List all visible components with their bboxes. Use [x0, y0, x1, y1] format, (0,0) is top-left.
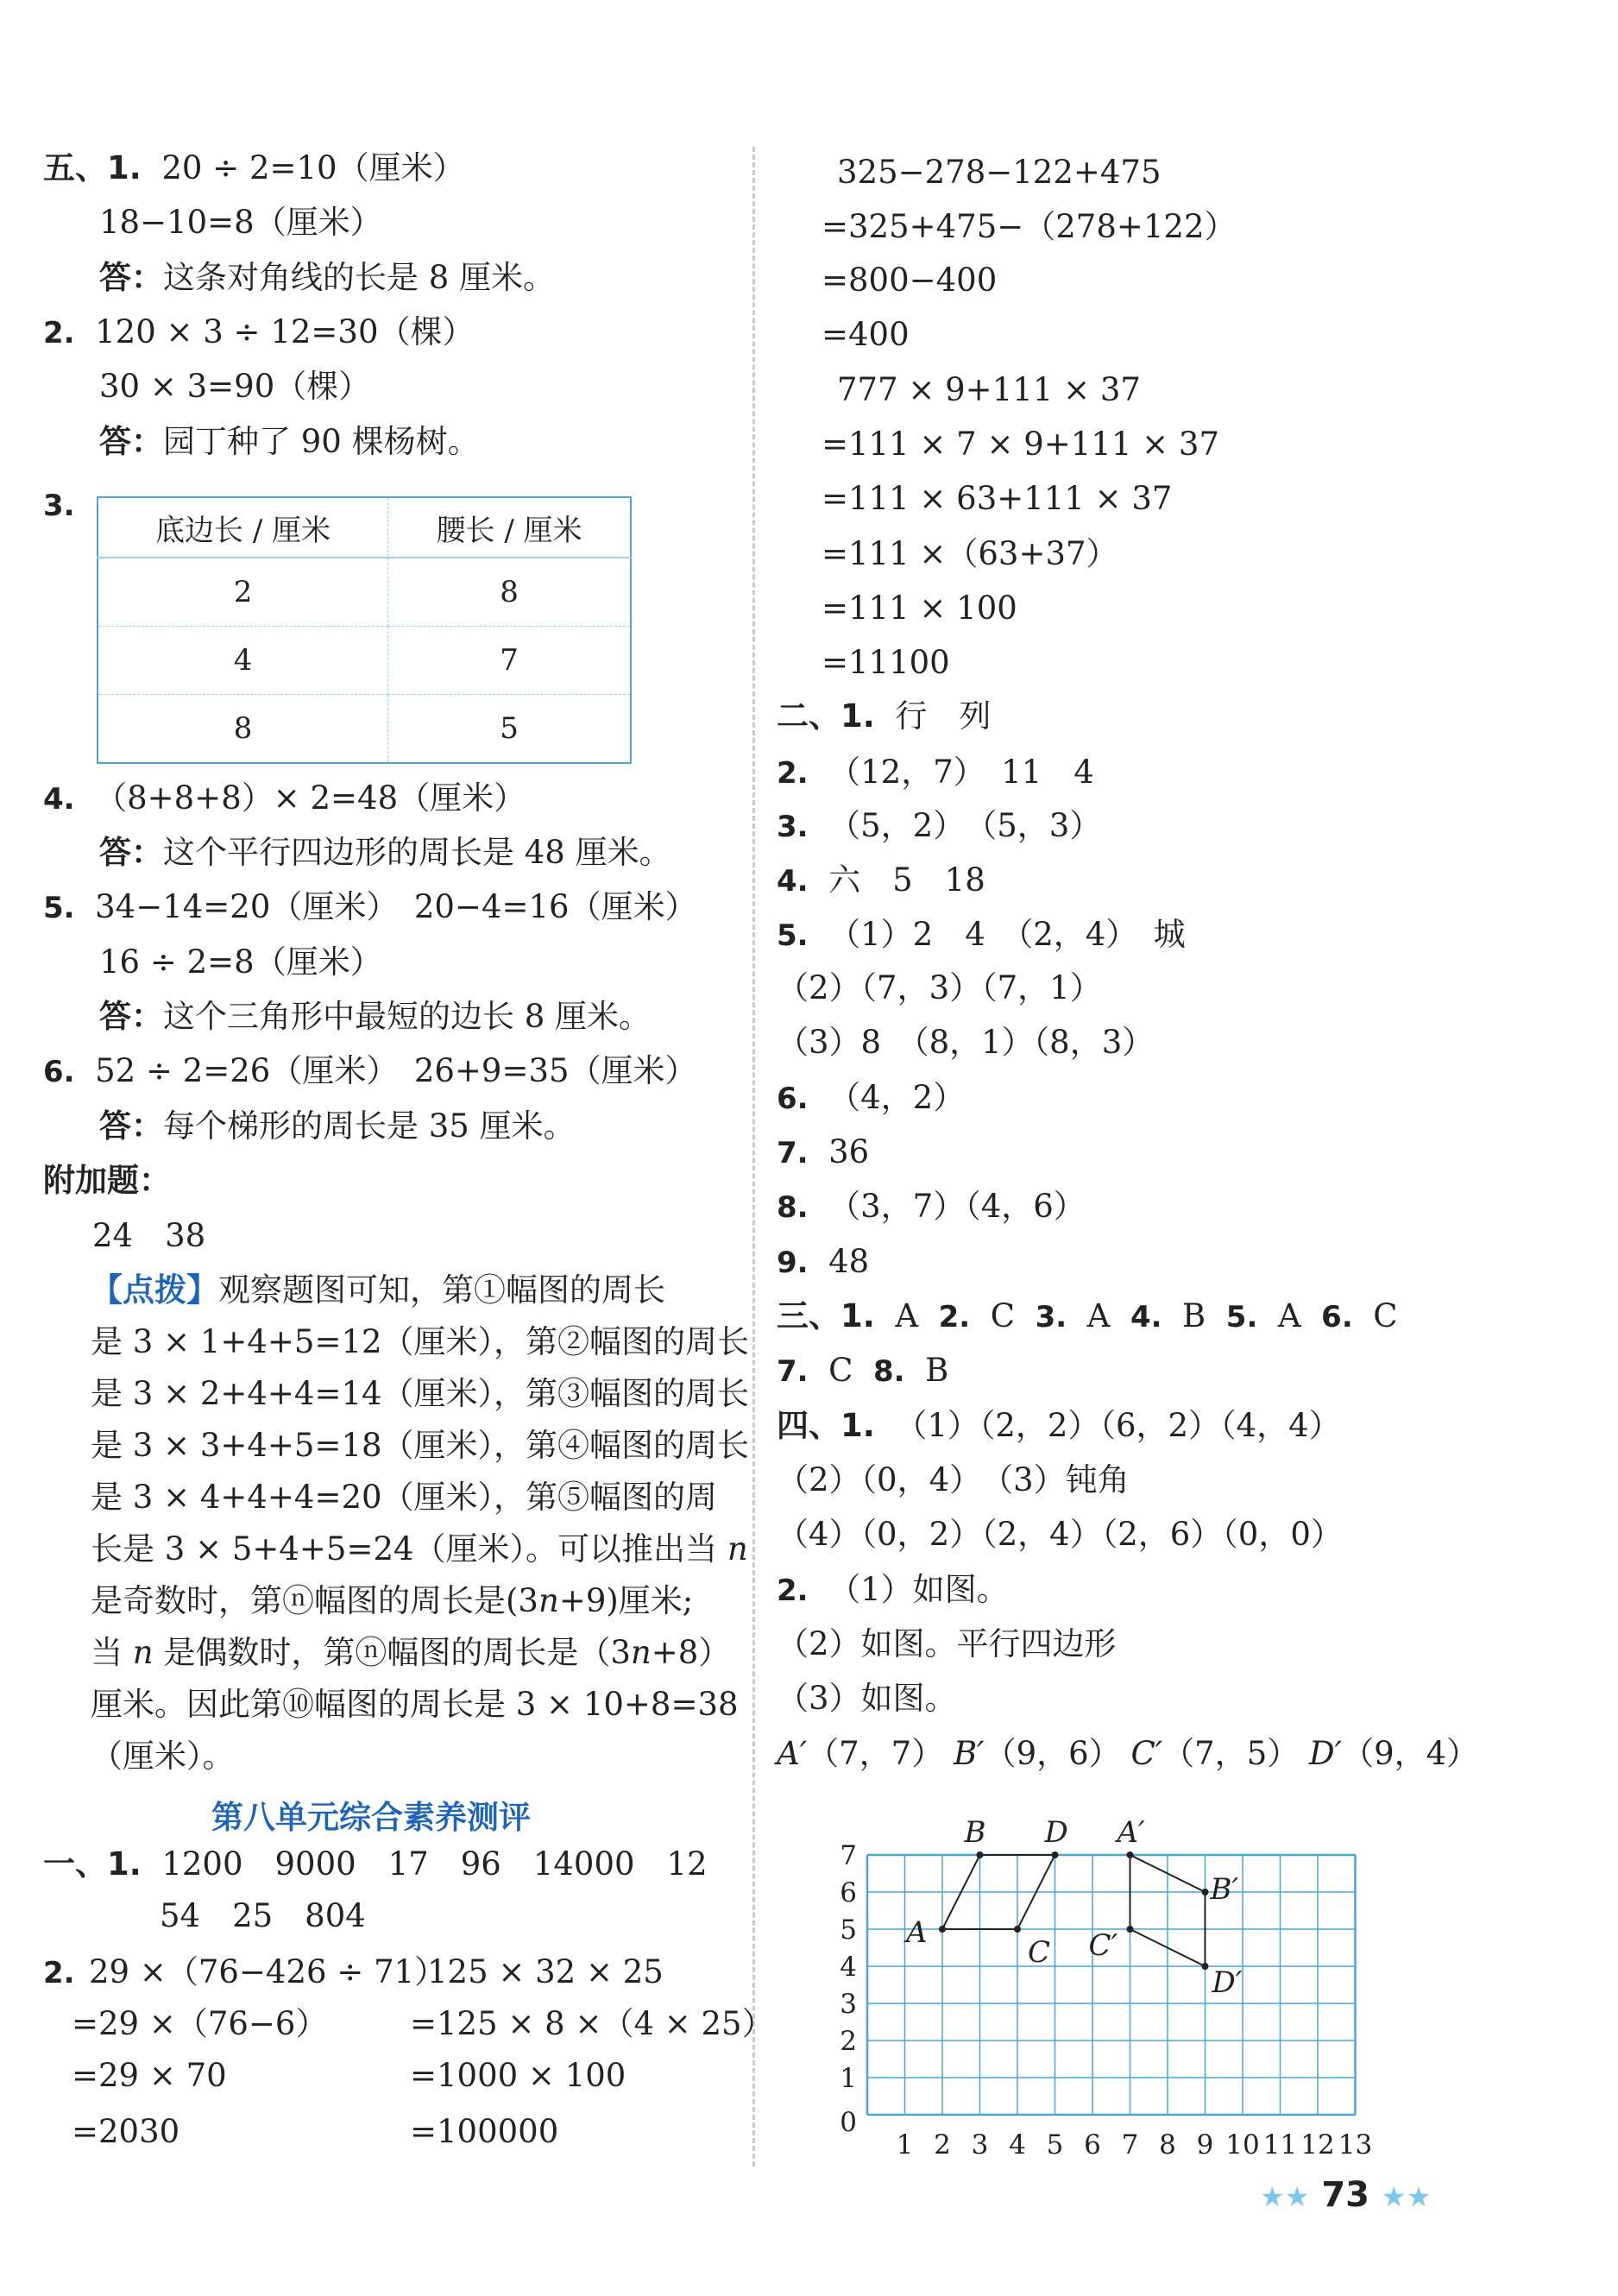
- q-number: 5.: [1225, 1300, 1258, 1334]
- answer-label: 答：: [99, 834, 163, 871]
- s2-5-answer: （1）2 4 （2，4） 城: [828, 916, 1186, 953]
- answer-label: 答：: [99, 259, 163, 296]
- s4-2-answer-3: （3）如图。: [777, 1680, 957, 1717]
- s2-line6: [777, 1076, 965, 1120]
- choice-answer: B: [925, 1352, 949, 1389]
- x-tick-label: 3: [971, 2129, 989, 2160]
- hint-line-2: 是 3 × 1+4+5=12（厘米），第②幅图的周长: [91, 1323, 750, 1360]
- point-coord: （9，4）: [1342, 1735, 1479, 1772]
- q5-6-answer: [99, 1105, 576, 1148]
- point-label: B′: [953, 1735, 985, 1772]
- q5-2-answer: [99, 420, 480, 464]
- s3-line2: [777, 1349, 948, 1392]
- y-tick-labels: [840, 1840, 857, 2138]
- q-number: 6.: [777, 1082, 809, 1116]
- answer-text: 园丁种了 90 棵杨树。: [163, 423, 480, 460]
- point-marker: [1014, 1926, 1021, 1933]
- calc-b-2: =125 × 8 ×（4 × 25）: [410, 2005, 774, 2042]
- s1-answers: 1200 9000 17 96 14000 12: [161, 1845, 708, 1883]
- table-cell: 8: [98, 695, 388, 764]
- q5-2-eq2: 30 × 3=90（棵）: [99, 368, 371, 405]
- q-number: 2.: [777, 756, 809, 791]
- section-four-label: 四、1.: [777, 1407, 875, 1444]
- q5-5-answer: [99, 995, 651, 1038]
- s2-line3: [777, 804, 1101, 848]
- s2-4-answer: 六 5 18: [828, 861, 985, 899]
- y-tick-label: 5: [840, 1914, 857, 1946]
- choice-answer: C: [828, 1352, 853, 1389]
- point-marker: [1127, 1926, 1134, 1933]
- extra-question-label: 附加题：: [43, 1162, 171, 1199]
- coords-line: [777, 1732, 1478, 1776]
- q-number: 5.: [43, 891, 75, 925]
- calc1-line4: =400: [822, 316, 910, 353]
- star-icon: ★★: [1260, 2180, 1310, 2213]
- calc1-line3: =800−400: [822, 262, 998, 299]
- calc-a-2: =29 ×（76−6）: [72, 2005, 328, 2042]
- q5-6-line1: [43, 1050, 697, 1093]
- calc2-line5: =111 × 100: [822, 590, 1017, 627]
- hint-text: +8）: [651, 1634, 731, 1671]
- y-tick-label: 0: [840, 2107, 857, 2138]
- table-cell: 4: [98, 627, 388, 695]
- s2-2-answer: （12，7） 11 4: [828, 754, 1094, 791]
- answer-label: 答：: [99, 1107, 163, 1145]
- variable-n: n: [630, 1634, 652, 1671]
- table-row: [98, 558, 631, 627]
- q5-1-answer: [99, 256, 555, 300]
- y-tick-label: 1: [840, 2063, 857, 2094]
- calc2-line2: =111 × 7 × 9+111 × 37: [822, 426, 1219, 463]
- y-tick-label: 7: [840, 1840, 857, 1871]
- q5-2-eq1: 120 × 3 ÷ 12=30（棵）: [95, 313, 475, 350]
- column-divider: [752, 147, 755, 2167]
- q-number: 3.: [777, 810, 809, 844]
- hint-line-10: （厘米）。: [91, 1738, 235, 1775]
- hint-text: 是奇数时，第ⓝ幅图的周长是(3: [91, 1582, 538, 1619]
- q-number: 7.: [777, 1354, 809, 1389]
- x-tick-label: 9: [1196, 2129, 1214, 2160]
- x-tick-label: 8: [1159, 2129, 1176, 2160]
- q-number: 3.: [43, 489, 75, 523]
- x-tick-label: 4: [1009, 2129, 1026, 2160]
- answer-label: 答：: [99, 423, 163, 460]
- answer-label: 答：: [99, 998, 163, 1035]
- hint-line-4: 是 3 × 3+4+5=18（厘米），第④幅图的周长: [91, 1427, 750, 1464]
- point-label: A: [906, 1915, 928, 1950]
- q5-4-answer: [99, 831, 671, 874]
- calc-a-3: =29 × 70: [72, 2057, 227, 2094]
- x-tick-label: 10: [1225, 2129, 1260, 2160]
- answer-text: 这条对角线的长是 8 厘米。: [163, 259, 556, 296]
- point-marker: [1202, 1963, 1209, 1970]
- q-number: 8.: [777, 1190, 809, 1225]
- unit-eight-title: 第八单元综合素养测评: [211, 1799, 531, 1836]
- point-label: C′: [1130, 1735, 1163, 1772]
- s4-line2: [777, 1568, 1009, 1612]
- q-number: 8.: [872, 1354, 905, 1389]
- q-number: 2.: [43, 1956, 75, 1990]
- section-one-label: 一、1.: [43, 1845, 142, 1883]
- table-cell: 7: [388, 627, 631, 695]
- s2-5-answer-2: （2）（7，3）（7，1）: [777, 969, 1102, 1006]
- q-number: 4.: [43, 782, 75, 817]
- grid-lines: [867, 1855, 1356, 2115]
- point-label: A′: [777, 1735, 808, 1772]
- q5-2-line1: [43, 311, 474, 354]
- x-tick-label: 12: [1300, 2129, 1335, 2160]
- choice-answer: C: [1373, 1297, 1398, 1334]
- s2-9-answer: 48: [828, 1243, 870, 1280]
- q-number: 5.: [777, 918, 809, 953]
- s2-line4: [777, 859, 985, 902]
- s2-number: [43, 1951, 75, 1994]
- hint-line-9: 厘米。因此第⑩幅图的周长是 3 × 10+8=38: [91, 1686, 739, 1723]
- answer-text: 每个梯形的周长是 35 厘米。: [163, 1107, 576, 1145]
- hint-text: 观察题图可知，第①幅图的周长: [218, 1271, 665, 1309]
- q5-1-line1: [43, 147, 465, 190]
- table-cell: 2: [98, 558, 388, 627]
- s2-8-answer: （3，7）（4，6）: [828, 1188, 1086, 1225]
- point-marker: [939, 1926, 946, 1933]
- q5-6-eq1: 52 ÷ 2=26（厘米） 26+9=35（厘米）: [95, 1052, 697, 1089]
- choice-answer: C: [990, 1297, 1016, 1334]
- x-tick-label: 5: [1046, 2129, 1064, 2160]
- point-label: B: [964, 1815, 986, 1850]
- page-number: 73: [1321, 2175, 1369, 2215]
- q-number: 7.: [777, 1136, 809, 1170]
- section-five-label: 五、1.: [43, 149, 142, 186]
- point-label: D′: [1212, 1965, 1243, 2000]
- x-tick-label: 7: [1121, 2129, 1139, 2160]
- coordinate-grid-chart: [828, 1808, 1432, 2171]
- hint-text: 长是 3 × 5+4+5=24（厘米）。可以推出当: [91, 1530, 718, 1567]
- variable-n: n: [727, 1530, 748, 1567]
- s2-3-answer: （5，2） （5，3）: [828, 807, 1102, 844]
- s2-line8: [777, 1185, 1086, 1228]
- q-number: 6.: [1321, 1300, 1353, 1334]
- s2-6-answer: （4，2）: [828, 1079, 966, 1116]
- table-header-row: [98, 497, 631, 558]
- s2-line9: [777, 1240, 869, 1284]
- star-icon: ★★: [1381, 2180, 1432, 2213]
- point-coord: （7，7）: [807, 1735, 944, 1772]
- page-footer: [1260, 2175, 1431, 2215]
- base-side-table: [97, 496, 632, 764]
- s2-line5: [777, 913, 1186, 956]
- s1-line1: [43, 1843, 708, 1886]
- calc2-line6: =11100: [822, 644, 950, 681]
- q5-4-eq1: （8+8+8）× 2=48（厘米）: [95, 779, 526, 817]
- choice-answer: A: [1086, 1297, 1111, 1334]
- s2-1-answer: 行 列: [895, 697, 992, 735]
- calc-a-4: =2030: [72, 2113, 180, 2150]
- q-number: 3.: [1035, 1300, 1067, 1334]
- hint-line-7: [91, 1580, 693, 1623]
- table-header: 底边长 / 厘米: [98, 497, 388, 558]
- s2-line1: [777, 695, 991, 738]
- x-tick-label: 13: [1338, 2129, 1373, 2160]
- point-marker: [977, 1851, 984, 1858]
- q-number: 2.: [43, 316, 75, 350]
- point-coord: （7，5）: [1162, 1735, 1300, 1772]
- point-label: C: [1028, 1935, 1051, 1970]
- hint-line-3: 是 3 × 2+4+4=14（厘米），第③幅图的周长: [91, 1375, 750, 1412]
- calc2-line4: =111 ×（63+37）: [822, 535, 1118, 572]
- q-number: 6.: [43, 1055, 75, 1089]
- table-cell: 5: [388, 695, 631, 764]
- section-three-label: 三、1.: [777, 1297, 875, 1334]
- y-tick-label: 4: [840, 1952, 857, 1983]
- point-marker: [1202, 1889, 1209, 1895]
- q5-5-line1: [43, 886, 697, 929]
- q5-5-eq1: 34−14=20（厘米） 20−4=16（厘米）: [95, 888, 697, 925]
- hint-label: 【点拨】: [91, 1271, 218, 1309]
- variable-n: n: [538, 1582, 559, 1619]
- point-marker: [1127, 1851, 1134, 1858]
- chart-points: [903, 1815, 1243, 2000]
- hint-line-1: [91, 1269, 665, 1312]
- calc1-line2: =325+475−（278+122）: [822, 208, 1237, 245]
- s4-2-answer: （1）如图。: [828, 1571, 1009, 1608]
- choice-answer: A: [1277, 1297, 1301, 1334]
- table-cell: 8: [388, 558, 631, 627]
- calc2-line1: 777 × 9+111 × 37: [837, 371, 1141, 408]
- calc-b-3: =1000 × 100: [410, 2057, 626, 2094]
- s3-line1: [777, 1295, 1398, 1338]
- point-label: B′: [1210, 1872, 1239, 1907]
- q5-1-eq2: 18−10=8（厘米）: [99, 204, 382, 241]
- point-label: A′: [1117, 1815, 1145, 1850]
- choice-answer: A: [895, 1297, 919, 1334]
- q-number: 4.: [777, 864, 809, 899]
- s2-line2: [777, 751, 1094, 794]
- s4-line1: [777, 1404, 1341, 1448]
- choice-answer: B: [1182, 1297, 1206, 1334]
- hint-line-5: 是 3 × 4+4+4=20（厘米），第⑤幅图的周: [91, 1479, 718, 1516]
- y-tick-label: 6: [840, 1877, 857, 1908]
- calc-a-1: 29 ×（76−426 ÷ 71）: [89, 1953, 447, 1990]
- calc-b-1: 125 × 32 × 25: [427, 1953, 664, 1990]
- s2-7-answer: 36: [828, 1133, 870, 1170]
- point-label: D: [1044, 1815, 1068, 1850]
- hint-line-6: [91, 1528, 748, 1571]
- calc1-line1: 325−278−122+475: [837, 154, 1162, 191]
- s2-line7: [777, 1131, 869, 1174]
- table-row: [98, 695, 631, 764]
- extra-question-answer: 24 38: [92, 1217, 206, 1254]
- hint-line-8: [91, 1631, 730, 1675]
- point-label: D′: [1309, 1735, 1343, 1772]
- q-number: 2.: [777, 1574, 809, 1608]
- s4-1-answer: （1）（2，2）（6，2）（4，4）: [895, 1407, 1341, 1444]
- point-marker: [1052, 1851, 1059, 1858]
- s4-1-answer-3: （4）（0，2）（2，4）（2，6）（0，0）: [777, 1516, 1343, 1553]
- q-number: 4.: [1130, 1300, 1162, 1334]
- point-label: C′: [1088, 1928, 1118, 1963]
- hint-text: 是偶数时，第ⓝ幅图的周长是（3: [163, 1634, 631, 1671]
- point-coord: （9，6）: [984, 1735, 1121, 1772]
- calc2-line3: =111 × 63+111 × 37: [822, 480, 1173, 517]
- x-tick-label: 6: [1084, 2129, 1101, 2160]
- q5-3-number: [43, 483, 75, 527]
- answer-text: 这个平行四边形的周长是 48 厘米。: [163, 834, 671, 871]
- x-tick-label: 1: [896, 2129, 914, 2160]
- s2-5-answer-3: （3）8 （8，1）（8，3）: [777, 1024, 1155, 1061]
- hint-text: +9)厘米;: [558, 1582, 694, 1619]
- s4-1-answer-2: （2）（0，4） （3）钝角: [777, 1461, 1130, 1498]
- q5-4-line1: [43, 777, 526, 820]
- hint-text: 当: [91, 1634, 123, 1671]
- q5-5-eq2: 16 ÷ 2=8（厘米）: [99, 943, 382, 981]
- y-tick-label: 3: [840, 1989, 857, 2020]
- table-header: 腰长 / 厘米: [388, 497, 631, 558]
- x-tick-label: 11: [1262, 2129, 1298, 2160]
- s4-2-answer-2: （2）如图。平行四边形: [777, 1625, 1117, 1662]
- q-number: 9.: [777, 1246, 809, 1280]
- section-two-label: 二、1.: [777, 697, 875, 735]
- q-number: 2.: [938, 1300, 971, 1334]
- q5-1-eq1: 20 ÷ 2=10（厘米）: [161, 149, 465, 186]
- x-tick-labels: [897, 2129, 1373, 2160]
- chart-shapes: [942, 1855, 1206, 1966]
- s1-answers-cont: 54 25 804: [160, 1897, 366, 1934]
- variable-n: n: [132, 1634, 154, 1671]
- table-row: [98, 627, 631, 695]
- answer-text: 这个三角形中最短的边长 8 厘米。: [163, 998, 652, 1035]
- calc-b-4: =100000: [410, 2113, 559, 2150]
- y-tick-label: 2: [840, 2026, 857, 2057]
- x-tick-label: 2: [934, 2129, 951, 2160]
